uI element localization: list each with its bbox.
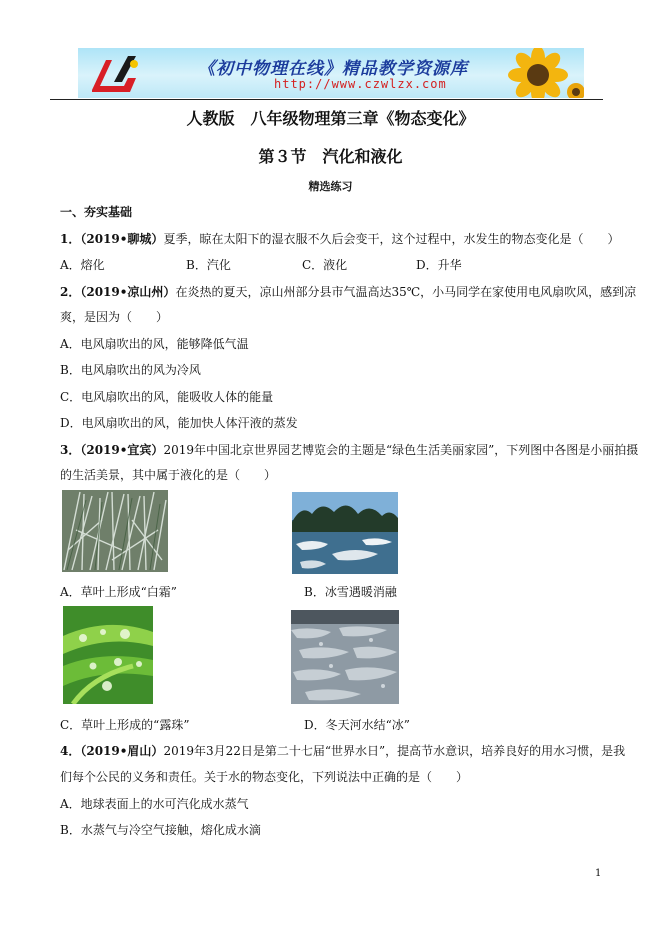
question-number: 2． [60,285,81,299]
banner-title: 《初中物理在线》精品教学资源库 [198,59,468,79]
q2-option-a: A．电风扇吹出的风，能够降低气温 [60,337,249,351]
question-3-line-2: 的生活美景，其中属于液化的是（ ） [60,468,277,482]
question-number: 1． [60,232,81,246]
question-source: （2019•宜宾） [80,443,164,457]
q2-option-b: B．电风扇吹出的风为冷风 [60,363,201,377]
q1-option-a: A．熔化 [60,258,105,272]
question-number: 3． [60,443,81,457]
dew-drops-photo [63,606,153,704]
document-title: 人教版 八年级物理第三章《物态变化》 [186,109,475,128]
q3-option-c: C．草叶上形成的“露珠” [60,718,190,732]
question-source: （2019•眉山） [80,744,164,758]
page-number: 1 [595,868,602,879]
question-1-line-1 [60,230,619,247]
question-3-line-1 [60,441,638,458]
question-number: 4． [60,744,81,758]
q1-option-b: B．汽化 [186,258,231,272]
question-2-line-2: 爽，是因为（ ） [60,310,169,324]
q4-option-b: B．水蒸气与冷空气接触，熔化成水滴 [60,823,261,837]
question-text: 在炎热的夏天，凉山州部分县市气温高达35℃，小马同学在家使用电风扇吹风，感到凉 [175,285,637,299]
banner-url: http://www.czwlzx.com [274,77,447,91]
q2-option-c: C．电风扇吹出的风，能吸收人体的能量 [60,390,274,404]
header-banner [78,48,584,98]
question-text: 2019年3月22日是第二十七届“世界水日”，提高节水意识，培养良好的用水习惯，是我 [163,744,626,758]
q4-option-a: A．地球表面上的水可汽化成水蒸气 [60,797,249,811]
header-rule [50,99,603,100]
logo-icon [84,52,146,94]
q3-option-b: B．冰雪遇暖消融 [304,585,397,599]
question-text: 2019年中国北京世界园艺博览会的主题是“绿色生活美丽家园”，下列图中各图是小丽拍摄 [163,443,639,457]
subtitle: 精选练习 [308,180,353,193]
q1-option-c: C．液化 [302,258,348,272]
question-source: （2019•聊城） [80,232,164,246]
section-title: 第３节 汽化和液化 [258,147,403,166]
part-heading: 一、夯实基础 [60,205,133,219]
sunflower-icon [498,48,584,98]
q1-option-d: D．升华 [416,258,462,272]
frozen-river-photo [291,610,399,704]
q2-option-d: D．电风扇吹出的风，能加快人体汗液的蒸发 [60,416,298,430]
question-4-line-1 [60,742,625,759]
q3-option-d: D．冬天河水结“冰” [304,718,410,732]
question-4-line-2: 们每个公民的义务和责任。关于水的物态变化，下列说法中正确的是（ ） [60,770,469,784]
frost-grass-photo [62,490,168,572]
question-text: 夏季，晾在太阳下的湿衣服不久后会变干，这个过程中，水发生的物态变化是（ ） [163,232,620,246]
question-2-line-1 [60,283,636,300]
ice-melting-photo [292,492,398,574]
question-source: （2019•凉山州） [80,285,176,299]
q3-option-a: A．草叶上形成“白霜” [60,585,177,599]
